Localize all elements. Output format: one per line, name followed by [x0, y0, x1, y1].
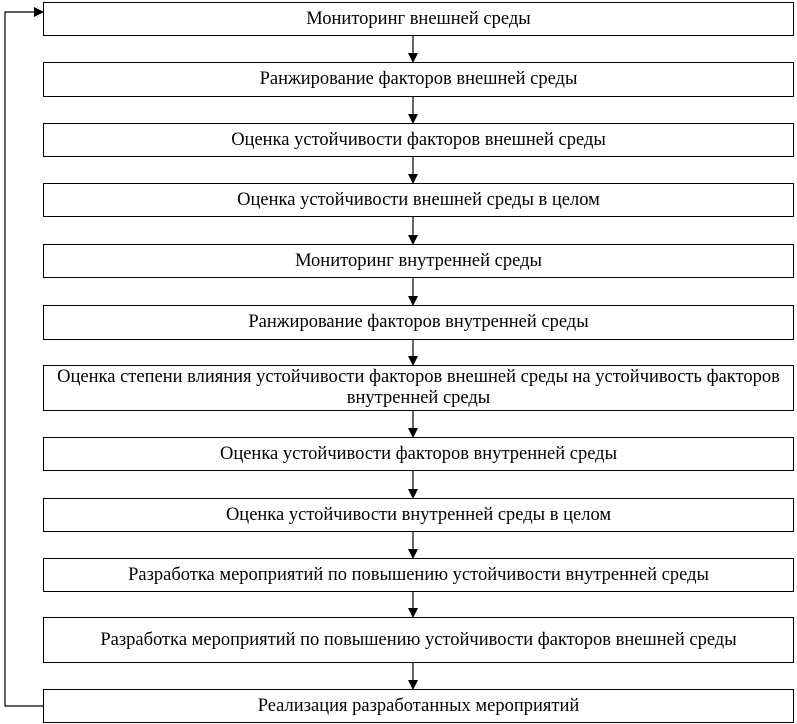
step-8-box: [43, 437, 794, 471]
step-2-label: Ранжирование факторов внешней среды: [259, 69, 578, 89]
step-5-label: Мониторинг внутренней среды: [295, 250, 542, 271]
step-10-box: [43, 558, 794, 592]
step-3-box: [43, 123, 794, 157]
step-10-label: Разработка мероприятий по повышению устойчивости внутренней среды: [128, 564, 709, 585]
step-7-box: [43, 365, 794, 411]
step-7-label: Оценка степени влияния устойчивости факторов внешней среды на устойчивость факторов внутренней среды: [57, 367, 780, 408]
step-11-box: [43, 617, 794, 663]
step-8-label: Оценка устойчивости факторов внутренней среды: [219, 443, 618, 464]
step-9-label: Оценка устойчивости внутренней среды в целом: [225, 504, 612, 525]
feedback-loop-line: [5, 12, 43, 706]
step-12-label: Реализация разработанных мероприятий: [257, 695, 580, 716]
step-9-box: [43, 498, 794, 532]
step-5-box: [43, 244, 794, 278]
step-1-label: Мониторинг внешней среды: [306, 8, 531, 29]
step-4-box: [43, 183, 794, 217]
step-4-label: Оценка устойчивости внешней среды в целом: [237, 189, 600, 210]
step-11-label: Разработка мероприятий по повышению устойчивости факторов внешней среды: [100, 629, 737, 650]
step-12-box: [43, 689, 794, 723]
step-2-box: [43, 62, 794, 97]
step-1-box: [43, 2, 794, 36]
step-6-box: [43, 305, 794, 340]
step-3-label: Оценка устойчивости факторов внешней среды: [231, 129, 606, 150]
step-6-label: Ранжирование факторов внутренней среды: [248, 312, 589, 332]
